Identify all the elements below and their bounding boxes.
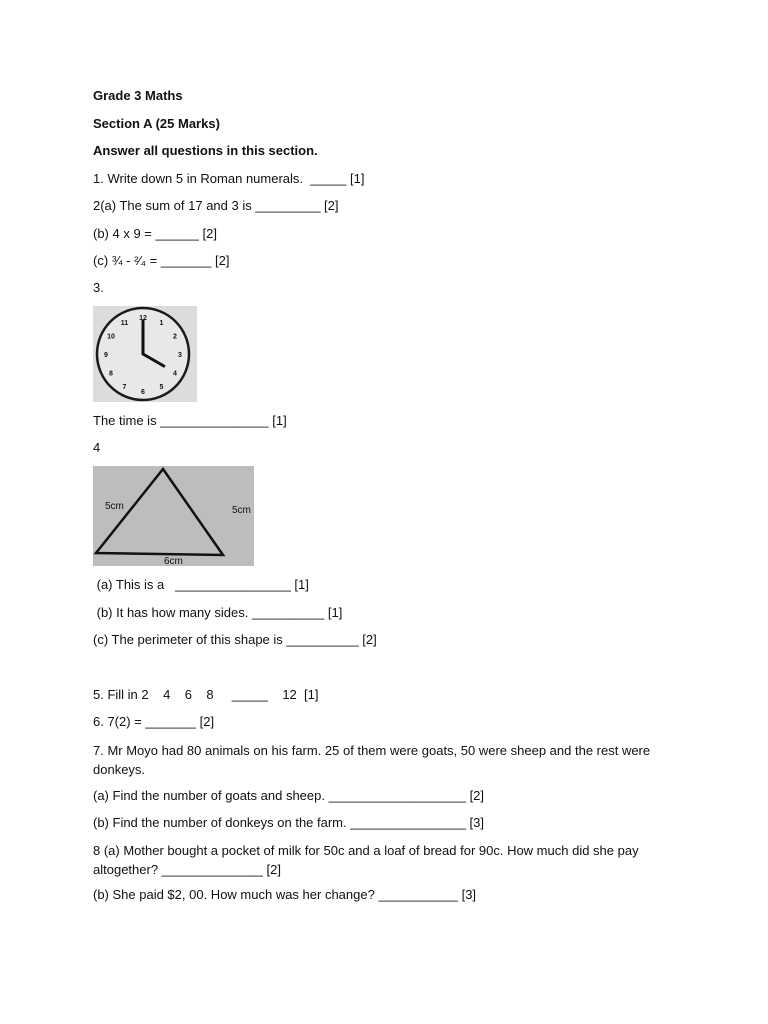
question-4-number: 4 bbox=[93, 440, 101, 455]
question-5: 5. Fill in 2 4 6 8 _____ 12 [1] bbox=[93, 687, 319, 702]
triangle-right-side-label: 5cm bbox=[232, 505, 251, 516]
question-1: 1. Write down 5 in Roman numerals. _____ [1] bbox=[93, 171, 365, 186]
clock-number-3: 3 bbox=[178, 352, 182, 359]
question-8b: (b) She paid $2, 00. How much was her change? ___________ [3] bbox=[93, 887, 477, 902]
question-2b: (b) 4 x 9 = ______ [2] bbox=[93, 226, 217, 241]
clock-number-7: 7 bbox=[122, 384, 127, 391]
clock-number-5: 5 bbox=[159, 384, 164, 391]
clock-number-10: 10 bbox=[107, 333, 115, 341]
clock-number-12: 12 bbox=[139, 315, 147, 322]
question-7a: (a) Find the number of goats and sheep. ___________________ [2] bbox=[93, 788, 485, 803]
clock-number-8: 8 bbox=[109, 370, 113, 378]
clock-number-2: 2 bbox=[173, 333, 177, 341]
triangle-base-label: 6cm bbox=[164, 556, 183, 566]
question-2c: (c) ¾ - ²⁄₄ = _______ [2] bbox=[93, 253, 230, 268]
question-4c: (c) The perimeter of this shape is __________ [2] bbox=[93, 632, 377, 647]
question-2a: 2(a) The sum of 17 and 3 is _________ [2] bbox=[93, 198, 339, 213]
clock-number-1: 1 bbox=[159, 320, 164, 327]
section-heading: Section A (25 Marks) bbox=[93, 116, 220, 131]
triangle-left-side-label: 5cm bbox=[105, 501, 124, 512]
question-3-number: 3. bbox=[93, 280, 104, 295]
question-7b: (b) Find the number of donkeys on the farm. ________________ [3] bbox=[93, 815, 484, 830]
question-7: 7. Mr Moyo had 80 animals on his farm. 25 of them were goats, 50 were sheep and the rest were donkeys. bbox=[93, 743, 651, 777]
question-8a: 8 (a) Mother bought a pocket of milk for 50c and a loaf of bread for 90c. How much did she pay altogether? ______________ [2] bbox=[93, 843, 639, 877]
question-6: 6. 7(2) = _______ [2] bbox=[93, 714, 215, 729]
triangle-figure bbox=[93, 466, 254, 566]
triangle-background bbox=[93, 466, 254, 566]
clock-number-6: 6 bbox=[141, 389, 145, 396]
question-4a: (a) This is a ________________ [1] bbox=[93, 577, 309, 592]
instruction-text: Answer all questions in this section. bbox=[93, 143, 318, 158]
question-3-time: The time is _______________ [1] bbox=[93, 413, 287, 428]
clock-number-4: 4 bbox=[173, 370, 177, 378]
clock-number-11: 11 bbox=[120, 320, 129, 327]
question-4b: (b) It has how many sides. __________ [1] bbox=[93, 605, 343, 620]
worksheet-title: Grade 3 Maths bbox=[93, 88, 183, 103]
clock-figure bbox=[93, 306, 197, 402]
clock-number-9: 9 bbox=[104, 352, 108, 359]
